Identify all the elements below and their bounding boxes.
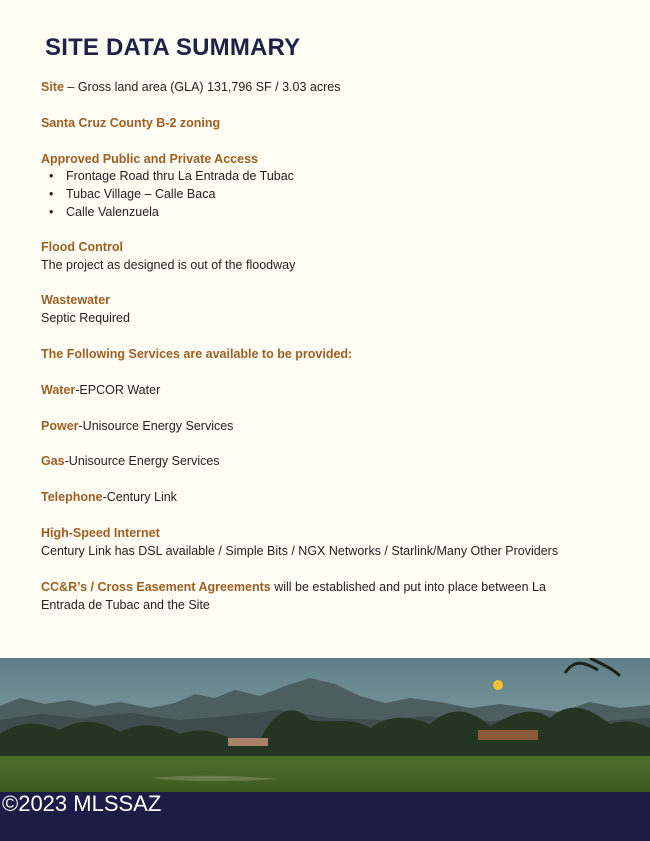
access-item: • Frontage Road thru La Entrada de Tubac: [49, 169, 294, 183]
landscape-photo: [0, 658, 650, 792]
copyright-text: ©2023 MLSSAZ: [2, 791, 162, 816]
flood-text: The project as designed is out of the floodway: [41, 258, 296, 272]
gas-label: Gas: [41, 454, 65, 468]
access-heading: Approved Public and Private Access: [41, 152, 258, 166]
power-text: -Unisource Energy Services: [78, 419, 234, 433]
wastewater-text: Septic Required: [41, 311, 130, 325]
telephone-line: [41, 488, 177, 506]
power-line: [41, 417, 233, 435]
flood-heading: Flood Control: [41, 240, 123, 254]
access-item: • Tubac Village – Calle Baca: [49, 187, 216, 201]
site-text: – Gross land area (GLA) 131,796 SF / 3.03 acres: [63, 80, 341, 94]
telephone-text: -Century Link: [102, 490, 177, 504]
site-line: [41, 78, 340, 96]
internet-text: Century Link has DSL available / Simple Bits / NGX Networks / Starlink/Many Other Providers: [41, 544, 559, 558]
water-text: -EPCOR Water: [75, 383, 161, 397]
ccr-text: will be established and put into place between La: [270, 580, 546, 594]
wastewater-heading: Wastewater: [41, 293, 111, 307]
ccr-text-2: Entrada de Tubac and the Site: [41, 598, 210, 612]
gas-line: [41, 452, 220, 470]
zoning-heading: Santa Cruz County B-2 zoning: [41, 116, 221, 130]
access-item: • Calle Valenzuela: [49, 205, 159, 219]
water-line: [41, 381, 160, 399]
moon-icon: [493, 680, 503, 690]
ccr-line: [41, 578, 546, 596]
services-heading: The Following Services are available to be provided:: [41, 347, 353, 361]
water-label: Water: [41, 383, 76, 397]
page-title: SITE DATA SUMMARY: [45, 34, 301, 61]
site-label: Site: [41, 80, 64, 94]
power-label: Power: [41, 419, 79, 433]
ccr-label: CC&R’s / Cross Easement Agreements: [41, 580, 271, 594]
telephone-label: Telephone: [41, 490, 103, 504]
internet-heading: High-Speed Internet: [41, 526, 160, 540]
gas-text: -Unisource Energy Services: [64, 454, 220, 468]
